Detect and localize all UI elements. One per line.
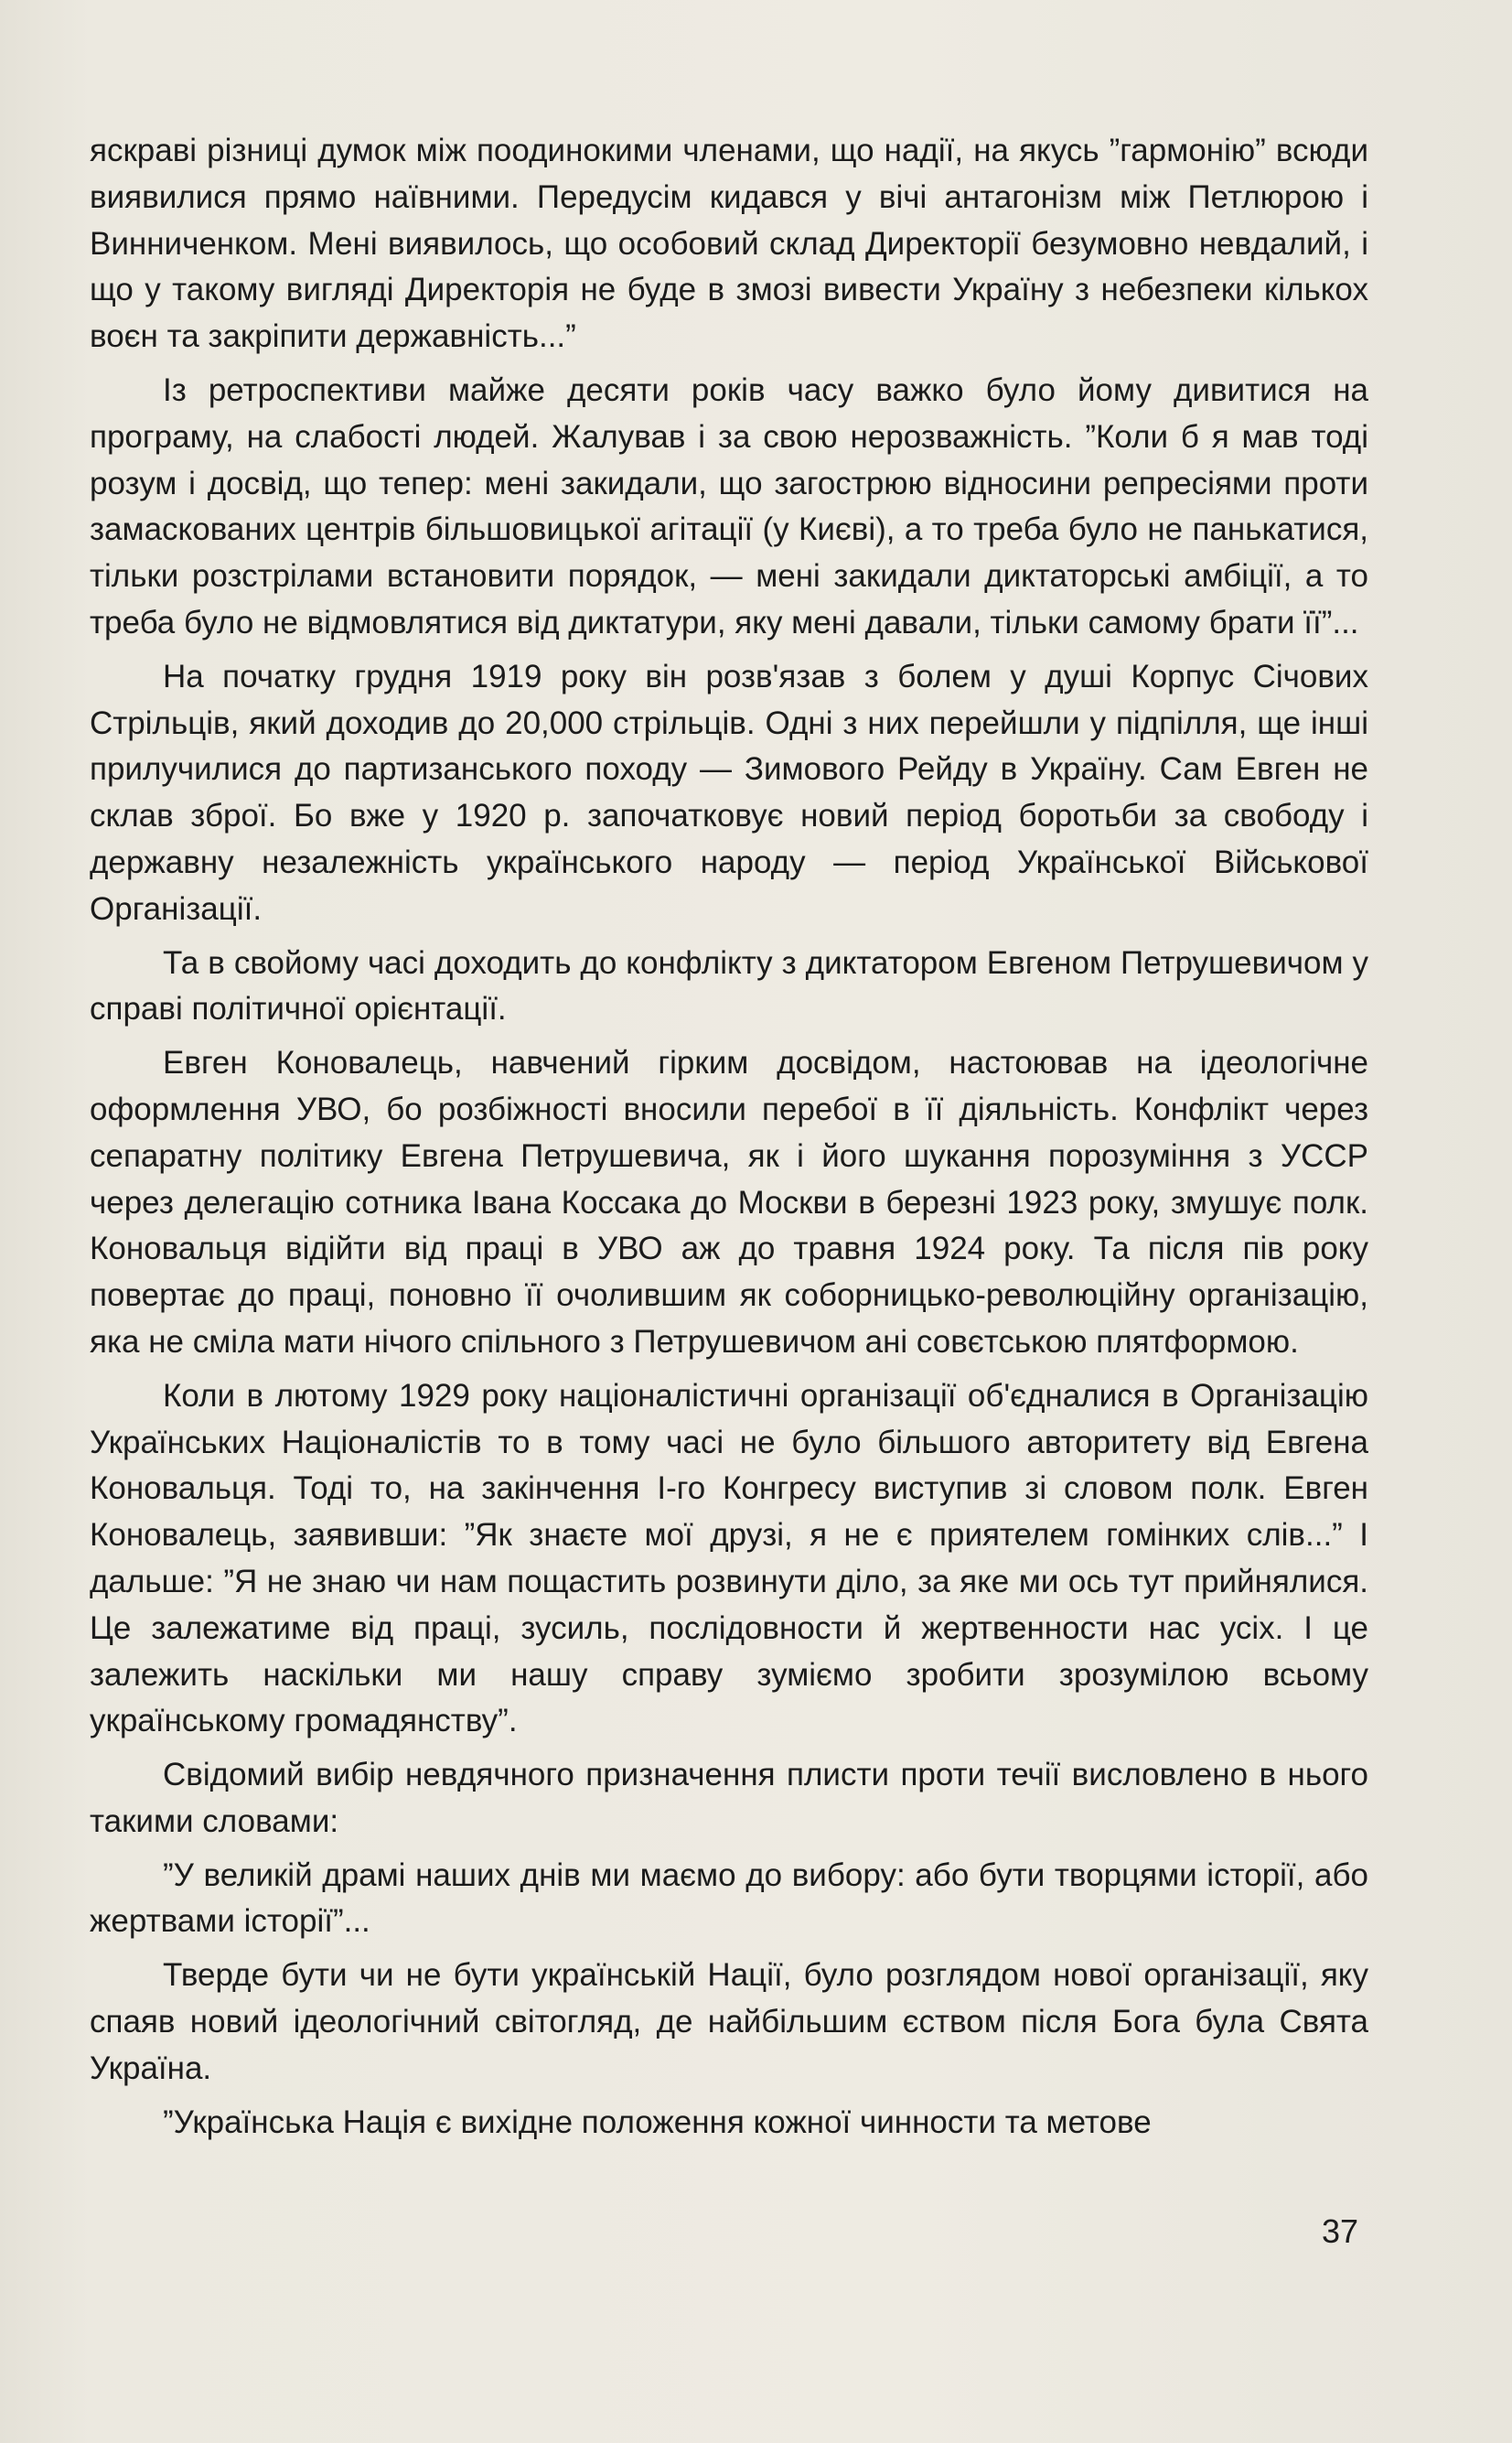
paragraph-3: На початку грудня 1919 року він розв'язав з болем у душі Корпус Січових Стрільців, який доходив до 20,000 стрільців. Одні з них перейшли у підпілля, ще інші прилучилися до партизанського походу — Зимового Рейду в Україну. Сам Евген не склав зброї. Бо вже у 1920 р. започатковує новий період боротьби за свободу і державну незалежність українського народу — період Української Військової Організації. (90, 658, 1368, 927)
paragraph-9: Тверде бути чи не бути українській Нації, було розглядом нової організації, яку спаяв новий ідеологічний світогляд, де найбільшим єством після Бога була Свята Україна. (90, 1957, 1368, 2086)
paragraph-2: Із ретроспективи майже десяти років часу важко було йому дивитися на програму, на слабості людей. Жалував і за свою нерозважність. ”Коли б я мав тоді розум і досвід, що тепер: мені закидали, що загострюю відносини репресіями проти замаскованих центрів більшовицької агітації (у Києві), а то треба було не панькатися, тільки розстрілами встановити порядок, — мені закидали диктаторські амбіції, а то треба було не відмовлятися від диктатури, яку мені давали, тільки самому брати її”... (90, 371, 1368, 640)
paragraph-5: Евген Коновалець, навчений гірким досвідом, настоював на ідеологічне оформлення УВО, бо розбіжності вносили перебої в її діяльність. Конфлікт через сепаратну політику Евгена Петрушевича, як і його шукання порозуміння з УССР через делегацію сотника Івана Коссака до Москви в березні 1923 року, змушує полк. Коновальця відійти від праці в УВО аж до травня 1924 року. Та після пів року повертає до праці, поновно її очолившим як соборницько-революційну організацію, яка не сміла мати нічого спільного з Петрушевичом ані совєтською плятформою. (90, 1045, 1368, 1360)
body-text (90, 128, 1368, 2146)
paragraph-1: яскраві різниці думок між поодинокими членами, що надії, на якусь ”гармонію” всюди виявилися прямо наївними. Передусім кидався у вічі антагонізм між Петлюрою і Винниченком. Мені виявилось, що особовий склад Директорії безумовно невдалий, і що у такому вигляді Директорія не буде в змозі вивести Україну з небезпеки кількох воєн та закріпити державність...” (90, 133, 1368, 355)
paragraph-7: Свідомий вибір невдячного призначення плисти проти течії висловлено в нього такими словами: (90, 1757, 1368, 1839)
paragraph-4: Та в свойому часі доходить до конфлікту з диктатором Евгеном Петрушевичом у справі політичної орієнтації. (90, 944, 1368, 1028)
page-number: 37 (1321, 2212, 1358, 2250)
paragraph-8: ”У великій драмі наших днів ми маємо до вибору: або бути творцями історії, або жертвами історії”... (90, 1856, 1368, 1940)
paragraph-10: ”Українська Нація є вихідне положення кожної чинности та метове (163, 2104, 1152, 2140)
paragraph-6: Коли в лютому 1929 року націоналістичні організації об'єдналися в Організацію Українських Націоналістів то в тому часі не було більшого авторитету від Евгена Коновальця. Тоді то, на закінчення І-го Конгресу виступив зі словом полк. Евген Коновалець, заявивши: ”Як знаєте мої друзі, я не є приятелем гомінких слів...” І дальше: ”Я не знаю чи нам пощастить розвинути діло, за яке ми ось тут прийнялися. Це залежатиме від праці, зусиль, послідовности й жертвенности нас усіх. І це залежить наскільки ми нашу справу зуміємо зробити зрозумілою всьому українському громадянству”. (90, 1377, 1368, 1739)
